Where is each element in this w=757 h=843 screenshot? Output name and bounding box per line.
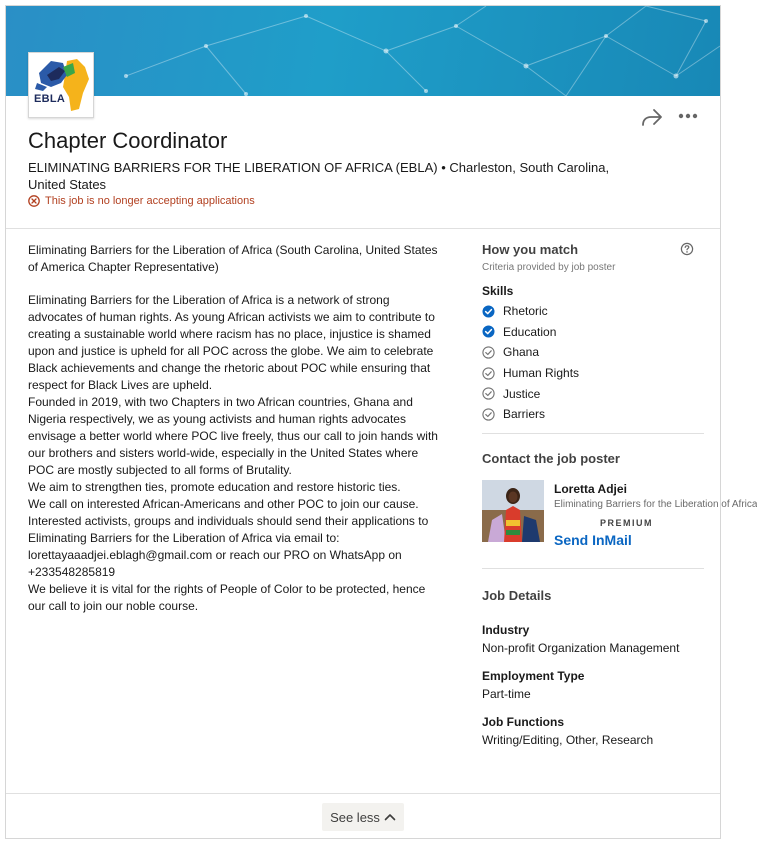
job-poster-card bbox=[482, 480, 757, 560]
job-closed-text: This job is no longer accepting applications bbox=[45, 195, 255, 207]
skill-item bbox=[482, 363, 704, 384]
detail-label: Industry bbox=[482, 622, 530, 637]
share-icon bbox=[640, 106, 664, 128]
detail-employment-type bbox=[482, 669, 704, 701]
skill-name: Barriers bbox=[503, 407, 546, 422]
divider bbox=[6, 228, 720, 229]
company-name-link[interactable]: ELIMINATING BARRIERS FOR THE LIBERATION OF AFRICA (EBLA) bbox=[28, 160, 438, 175]
company-location-line bbox=[28, 159, 613, 193]
detail-value: Writing/Editing, Other, Research bbox=[482, 732, 654, 747]
divider bbox=[6, 793, 720, 794]
skill-item bbox=[482, 322, 704, 343]
logo-text: EBLA bbox=[34, 93, 66, 105]
check-outline-icon bbox=[482, 346, 495, 359]
skill-item bbox=[482, 404, 704, 425]
send-inmail-button[interactable]: Send InMail bbox=[554, 531, 632, 548]
job-card bbox=[5, 5, 757, 839]
skill-name: Justice bbox=[503, 386, 541, 401]
chevron-up-icon bbox=[384, 812, 396, 822]
see-less-button[interactable] bbox=[322, 803, 404, 831]
check-outline-icon bbox=[482, 387, 495, 400]
how-you-match-header bbox=[482, 242, 704, 257]
description-paragraph: Interested activists, groups and individuals should send their applications to Eliminating Barriers for the Liberation of Africa via email to: lorettayaaadjei.eblagh@gmail.com or reach our PRO on WhatsApp on +233548285819 bbox=[28, 514, 429, 579]
job-description bbox=[28, 242, 438, 615]
skill-list bbox=[482, 301, 704, 425]
detail-label: Employment Type bbox=[482, 668, 585, 683]
separator-dot: • bbox=[441, 160, 446, 175]
description-paragraph: Founded in 2019, with two Chapters in two African countries, Ghana and Nigeria respectively, we as young activists and human rights advocates envisage a better world where POC live freely, thus our call to join hands with our brothers and sisters world-wide, especially in the United States where POC are mostly subjected to all forms of Brutality. bbox=[28, 395, 438, 477]
premium-badge: PREMIUM bbox=[600, 517, 653, 528]
share-button[interactable] bbox=[640, 106, 664, 128]
check-filled-icon bbox=[482, 325, 495, 338]
detail-label: Job Functions bbox=[482, 714, 564, 729]
contact-poster-title: Contact the job poster bbox=[482, 450, 620, 466]
job-title: Chapter Coordinator bbox=[28, 128, 228, 153]
description-paragraph: We aim to strengthen ties, promote education and restore historic ties. bbox=[28, 480, 401, 494]
ellipsis-icon bbox=[676, 107, 700, 125]
sidebar bbox=[482, 242, 757, 747]
skill-name: Rhetoric bbox=[503, 304, 548, 319]
poster-avatar[interactable] bbox=[482, 480, 544, 542]
company-logo[interactable] bbox=[28, 52, 94, 118]
help-icon[interactable] bbox=[680, 242, 694, 256]
skill-item bbox=[482, 383, 704, 404]
how-you-match-title: How you match bbox=[482, 242, 579, 257]
criteria-note: Criteria provided by job poster bbox=[482, 262, 616, 273]
skill-name: Human Rights bbox=[503, 366, 580, 381]
detail-value: Part-time bbox=[482, 686, 531, 701]
skill-item bbox=[482, 342, 704, 363]
divider bbox=[482, 568, 704, 569]
check-outline-icon bbox=[482, 408, 495, 421]
poster-headline: Eliminating Barriers for the Liberation of Africa bbox=[554, 498, 757, 510]
skill-name: Ghana bbox=[503, 345, 540, 360]
job-closed-status bbox=[28, 195, 255, 207]
close-circle-icon bbox=[28, 195, 40, 207]
detail-industry bbox=[482, 623, 704, 655]
description-paragraph: Eliminating Barriers for the Liberation of Africa is a network of strong advocates of human rights. As young African activists we aim to contribute to creating a sustainable world where racism has no place, injustice is shamed upon and justice is upheld for all POC across the globe. We aim to celebrate Black achievements and change the rhetoric about POC while ensuring that respect for Black Lives are upheld. bbox=[28, 293, 435, 392]
poster-name[interactable]: Loretta Adjei bbox=[554, 481, 627, 496]
skills-label: Skills bbox=[482, 284, 514, 298]
skill-name: Education bbox=[503, 324, 557, 339]
more-options-button[interactable] bbox=[676, 107, 700, 125]
description-paragraph: We call on interested African-Americans and other POC to join our cause. bbox=[28, 497, 419, 511]
see-less-label: See less bbox=[330, 809, 380, 825]
skill-item bbox=[482, 301, 704, 322]
divider bbox=[482, 433, 704, 434]
check-filled-icon bbox=[482, 305, 495, 318]
job-location: Charleston, South Carolina, United States bbox=[28, 160, 610, 192]
description-heading: Eliminating Barriers for the Liberation of Africa (South Carolina, United States of America Chapter Representative) bbox=[28, 243, 438, 274]
detail-value: Non-profit Organization Management bbox=[482, 640, 680, 655]
job-details-title: Job Details bbox=[482, 587, 552, 603]
detail-job-functions bbox=[482, 715, 704, 747]
company-banner bbox=[6, 6, 720, 96]
description-paragraph: We believe it is vital for the rights of People of Color to be protected, hence our call to join our noble course. bbox=[28, 582, 426, 613]
check-outline-icon bbox=[482, 367, 495, 380]
